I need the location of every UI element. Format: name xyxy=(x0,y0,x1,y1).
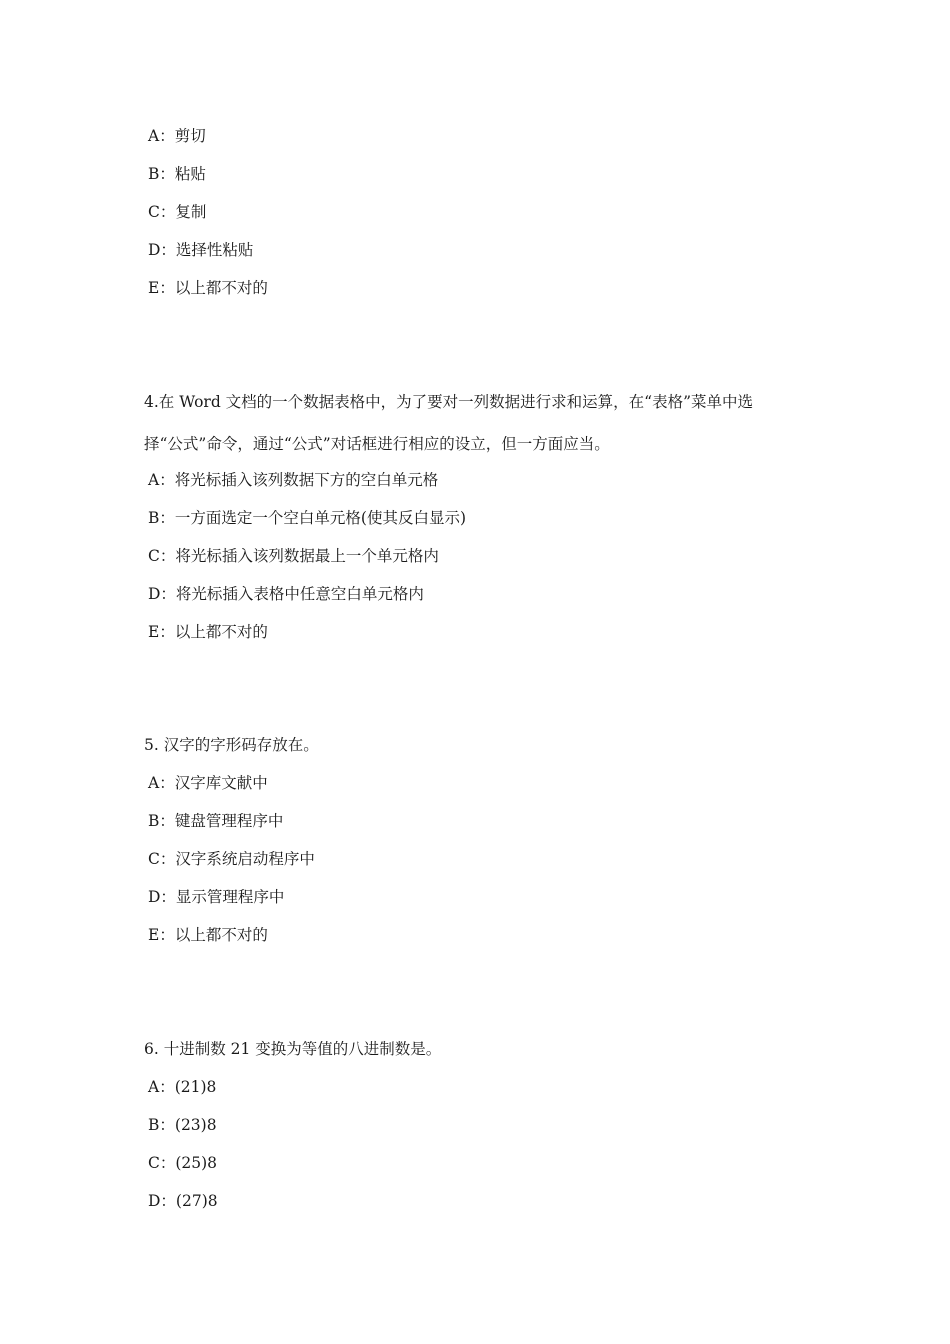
question-5-option-b: B：键盘管理程序中 xyxy=(148,812,284,830)
question-4-option-c: C：将光标插入该列数据最上一个单元格内 xyxy=(148,547,439,565)
question-5-text: 5. 汉字的字形码存放在。 xyxy=(144,736,319,754)
question-6-text: 6. 十进制数 21 变换为等值的八进制数是。 xyxy=(144,1040,442,1058)
question-6-option-c: C：(25)8 xyxy=(148,1154,218,1172)
question-6-option-d: D：(27)8 xyxy=(148,1192,218,1210)
question-4-text-line2: 择“公式”命令，通过“公式”对话框进行相应的设立，但一方面应当。 xyxy=(144,435,610,453)
question-6-option-b: B：(23)8 xyxy=(148,1116,217,1134)
question-4-option-a: A：将光标插入该列数据下方的空白单元格 xyxy=(148,471,439,489)
question-6-option-a: A：(21)8 xyxy=(148,1078,217,1096)
question-4-text-line1: 4.在 Word 文档的一个数据表格中，为了要对一列数据进行求和运算，在“表格”菜单中选 xyxy=(144,393,754,411)
question-5-option-d: D：显示管理程序中 xyxy=(148,888,285,906)
option-a: A：剪切 xyxy=(148,127,206,145)
option-c: C：复制 xyxy=(148,203,207,221)
option-e: E：以上都不对的 xyxy=(148,279,268,297)
question-4-option-b: B：一方面选定一个空白单元格(使其反白显示) xyxy=(148,509,466,527)
question-5-option-c: C：汉字系统启动程序中 xyxy=(148,850,315,868)
option-b: B：粘贴 xyxy=(148,165,206,183)
question-5-option-a: A：汉字库文献中 xyxy=(148,774,268,792)
question-4-option-d: D：将光标插入表格中任意空白单元格内 xyxy=(148,585,424,603)
question-4-option-e: E：以上都不对的 xyxy=(148,623,268,641)
option-d: D：选择性粘贴 xyxy=(148,241,254,259)
question-5-option-e: E：以上都不对的 xyxy=(148,926,268,944)
